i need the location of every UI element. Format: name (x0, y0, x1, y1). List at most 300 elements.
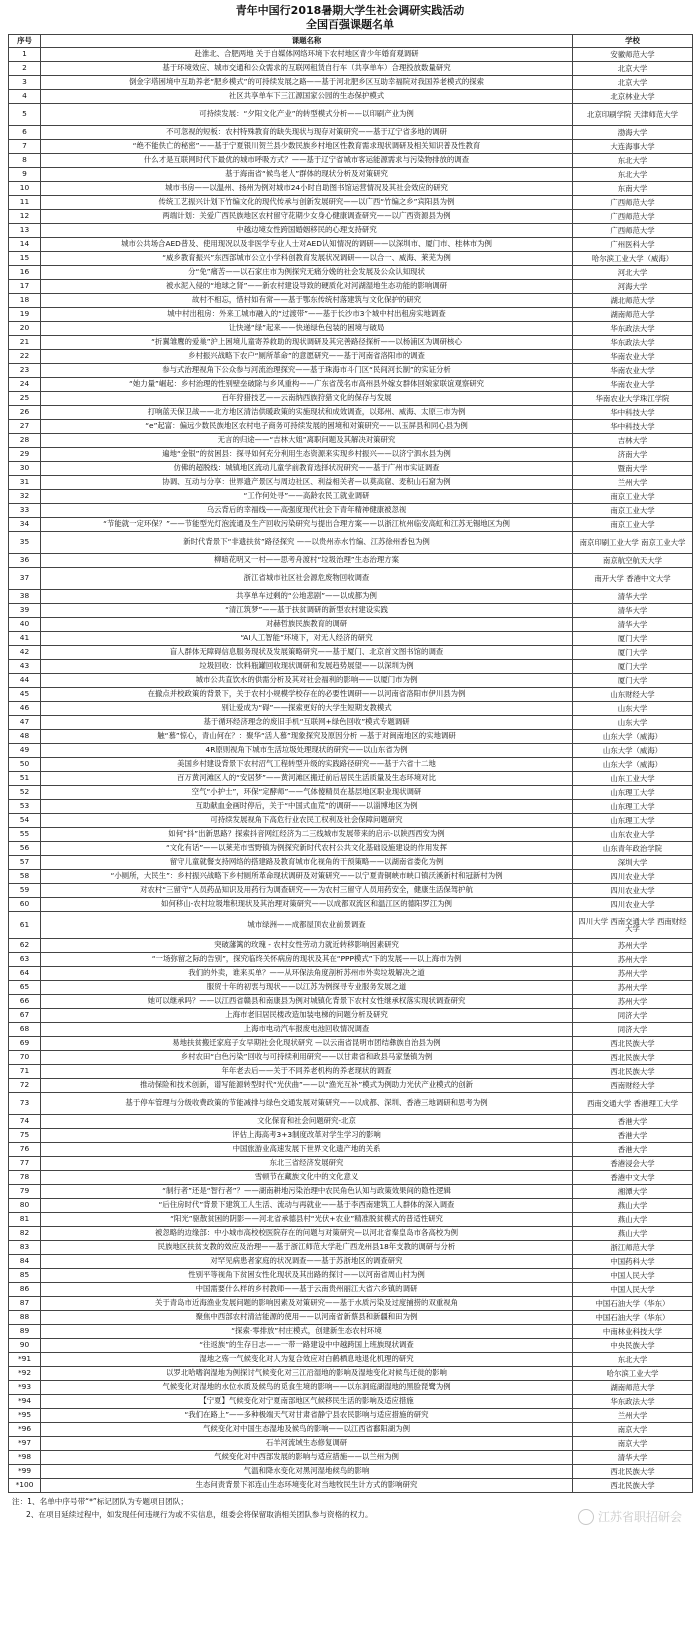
row-number: *91 (9, 1353, 41, 1367)
university: 华东政法大学 (573, 336, 693, 350)
table-row (9, 420, 693, 434)
row-number: 21 (9, 336, 41, 350)
column-header-no: 序号 (9, 35, 41, 48)
university: 苏州大学 (573, 967, 693, 981)
table-row (9, 730, 693, 744)
project-name: 可持续发展视角下高危行业农民工权利及社会保障问题研究 (41, 814, 573, 828)
row-number: 38 (9, 590, 41, 604)
row-number: 27 (9, 420, 41, 434)
university: 中南林业科技大学 (573, 1325, 693, 1339)
project-name: “节能就一定环保？”——节能型光灯泡流通及生产回收污染研究与提出合理方案——以浙江杭州临安高虹和江苏无锡地区为例 (41, 518, 573, 532)
university: 吉林大学 (573, 434, 693, 448)
table-row (9, 590, 693, 604)
university: 北京大学 (573, 62, 693, 76)
row-number: 64 (9, 967, 41, 981)
project-name: 乌云背后的幸福线——高强度现代社会下青年精神健康被忽视 (41, 504, 573, 518)
table-row (9, 476, 693, 490)
row-number: 3 (9, 76, 41, 90)
table-row (9, 406, 693, 420)
table-row (9, 716, 693, 730)
project-name: 以罗北哈嗜润湿地为例探讨气候变化对三江沿湿地的影响及湿地变化对候鸟迁徙的影响 (41, 1367, 573, 1381)
document-page (8, 0, 692, 1524)
row-number: 17 (9, 280, 41, 294)
project-name: 赴淮北、合肥两地 关于自媒体网络环境下农村地区青少年婚育观调研 (41, 48, 573, 62)
project-name: 气候变化对中国生态湿地及候鸟的影响——以江西省鄱阳湖为例 (41, 1423, 573, 1437)
university: 苏州大学 (573, 995, 693, 1009)
project-name: 【宁夏】气候变化对宁夏南部地区气候移民生活的影响及适应措施 (41, 1395, 573, 1409)
university: 北京大学 (573, 76, 693, 90)
university: 四川农业大学 (573, 870, 693, 884)
university: 南京大学 (573, 1437, 693, 1451)
project-name: 文化保育和社会问题研究-北京 (41, 1115, 573, 1129)
project-name: 推动保险和技术创新，谱写能源转型时代“光伏曲”——以“渔光互补”模式为例助力光伏产业模式的创新 (41, 1079, 573, 1093)
table-row (9, 434, 693, 448)
project-name: 如何“抖”出新思路？探索抖音网红经济为二三线城市发展带来的启示-以陕西西安为例 (41, 828, 573, 842)
university: 香港大学 (573, 1129, 693, 1143)
table-row (9, 800, 693, 814)
row-number: 34 (9, 518, 41, 532)
project-name: 突破藩篱的玫瑰 - 农村女性劳动力就近转移影响因素研究 (41, 939, 573, 953)
row-number: 72 (9, 1079, 41, 1093)
university: 湖南师范大学 (573, 1381, 693, 1395)
row-number: 48 (9, 730, 41, 744)
row-number: 56 (9, 842, 41, 856)
university: 东北大学 (573, 154, 693, 168)
table-body (9, 48, 693, 1493)
project-name: 基于停车管理与分级收费政策的节能减排与绿色交通发展对策研究——以成都、深圳、香港三地调研和思考为例 (41, 1093, 573, 1115)
university: 东北大学 (573, 1353, 693, 1367)
row-number: 61 (9, 912, 41, 939)
table-row (9, 1129, 693, 1143)
table-row (9, 1065, 693, 1079)
university: 广西师范大学 (573, 224, 693, 238)
project-name: 城市书房——以温州、扬州为例对城市24小时自助图书馆运营情况及其社会效应的研究 (41, 182, 573, 196)
table-row (9, 1093, 693, 1115)
project-name: 百年狩猎技艺——云南纳西族狩猎文化的保存与发展 (41, 392, 573, 406)
table-row (9, 1227, 693, 1241)
table-row (9, 462, 693, 476)
university: 燕山大学 (573, 1227, 693, 1241)
university: 清华大学 (573, 590, 693, 604)
project-name: 让快递“绿”起来——快递绿色包装的困境与破局 (41, 322, 573, 336)
university: 山东理工大学 (573, 814, 693, 828)
table-row (9, 646, 693, 660)
university: 山东工业大学 (573, 772, 693, 786)
row-number: 52 (9, 786, 41, 800)
row-number: *98 (9, 1451, 41, 1465)
university: 山东大学（威海） (573, 730, 693, 744)
row-number: 74 (9, 1115, 41, 1129)
project-name: 对罕见病患者家庭的状况调查——基于苏浙地区的调查研究 (41, 1255, 573, 1269)
university: 华东政法大学 (573, 1395, 693, 1409)
project-name: 性别平等视角下贫困女性化现状及其出路的探讨——以河南省周山村为例 (41, 1269, 573, 1283)
row-number: 29 (9, 448, 41, 462)
table-row (9, 870, 693, 884)
table-row (9, 1381, 693, 1395)
project-name: 美国乡村建设背景下农村沼气工程转型升级的实践路径研究——基于六省十二地 (41, 758, 573, 772)
project-name: 盲人群体无障碍信息服务现状及发展策略研究——基于厦门、北京首文图书馆的调查 (41, 646, 573, 660)
row-number: 84 (9, 1255, 41, 1269)
university: 厦门大学 (573, 674, 693, 688)
university: 山东财经大学 (573, 688, 693, 702)
university: 华东政法大学 (573, 322, 693, 336)
university: 山东农业大学 (573, 828, 693, 842)
university: 南京工业大学 (573, 490, 693, 504)
row-number: 65 (9, 981, 41, 995)
table-row (9, 48, 693, 62)
university: 华南农业大学 (573, 378, 693, 392)
row-number: *99 (9, 1465, 41, 1479)
university: 同济大学 (573, 1009, 693, 1023)
university: 河北大学 (573, 266, 693, 280)
project-name: 我们的外卖，谁来买单？——从环保法角度剖析苏州市外卖垃圾解决之道 (41, 967, 573, 981)
row-number: 62 (9, 939, 41, 953)
project-name: 留守儿童就餐支持网络的搭建路及教育城市化视角的干预策略——以湖南省娄化为例 (41, 856, 573, 870)
row-number: 80 (9, 1199, 41, 1213)
row-number: 49 (9, 744, 41, 758)
table-row (9, 604, 693, 618)
project-name: “e”起富：偏远少数民族地区农村电子商务可持续发展的困境和对策研究——以玉屏县和同心县为例 (41, 420, 573, 434)
table-row (9, 1051, 693, 1065)
row-number: 26 (9, 406, 41, 420)
university: 苏州大学 (573, 953, 693, 967)
university: 山东理工大学 (573, 786, 693, 800)
university: 西北民族大学 (573, 1465, 693, 1479)
row-number: 41 (9, 632, 41, 646)
university: 中国石油大学（华东） (573, 1297, 693, 1311)
project-name: 打响蓝天保卫战——北方地区清洁供暖政策的实施现状和成效调查，以郑州、威海、太原三市为例 (41, 406, 573, 420)
university: 山东大学（威海） (573, 744, 693, 758)
row-number: *97 (9, 1437, 41, 1451)
row-number: 82 (9, 1227, 41, 1241)
table-row (9, 266, 693, 280)
row-number: 77 (9, 1157, 41, 1171)
row-number: 71 (9, 1065, 41, 1079)
row-number: 39 (9, 604, 41, 618)
project-name: 上海市老旧居民楼改造加装电梯的问题分析及研究 (41, 1009, 573, 1023)
table-row (9, 674, 693, 688)
table-row (9, 702, 693, 716)
row-number: 35 (9, 532, 41, 554)
row-number: 22 (9, 350, 41, 364)
table-row (9, 1037, 693, 1051)
project-name: 垃圾回收：饮料瓶罐回收现状调研和发展趋势展望——以深圳为例 (41, 660, 573, 674)
row-number: 46 (9, 702, 41, 716)
project-name: 基于海南省“候鸟老人”群体的现状分析及对策研究 (41, 168, 573, 182)
project-name: “后住房时代”背景下建筑工人生活、流动与再就业——基于李西南建筑工人群体的深入调查 (41, 1199, 573, 1213)
project-name: 遍地“金银”的贫困县：探寻如何充分利用生态资源来实现乡村振兴——以济宁泗水县为例 (41, 448, 573, 462)
project-name: 别让爱成为“碍”——探索更好的大学生短期支教模式 (41, 702, 573, 716)
project-name: 雪顿节在藏族文化中的文化意义 (41, 1171, 573, 1185)
project-name: 什么才是互联网时代下最优的城市呼吸方式？——基于辽宁省城市客运能源需求与污染物排放的调查 (41, 154, 573, 168)
project-name: 4R原则视角下城市生活垃圾处理现状的研究——以山东省为例 (41, 744, 573, 758)
project-name: 故村不相忘，惜村如有常——基于鄂东传统村落建筑与文化保护的研究 (41, 294, 573, 308)
table-row (9, 1437, 693, 1451)
project-name: 对赫哲族民族教育的调研 (41, 618, 573, 632)
university: 渤海大学 (573, 126, 693, 140)
project-name: 聚焦中西部农村清洁能源的使用——以河南省新蔡县和新疆和田为例 (41, 1311, 573, 1325)
project-name: “阳光”驱散贫困的阴影——河北省承德县村“光伏+农业”精准脱贫模式的普适性研究 (41, 1213, 573, 1227)
project-name: 民族地区扶贫支教的效应及治理——基于浙江师范大学赴广西龙州县18年支教的调研与分析 (41, 1241, 573, 1255)
university: 厦门大学 (573, 660, 693, 674)
project-name: “AI人工智能”环境下，对无人经济的研究 (41, 632, 573, 646)
university: 南京印刷工业大学 南京工业大学 (573, 532, 693, 554)
project-name: 浙江省城市社区社会源危废物回收调查 (41, 568, 573, 590)
university: 山东青年政治学院 (573, 842, 693, 856)
row-number: 30 (9, 462, 41, 476)
row-number: 32 (9, 490, 41, 504)
project-name: “清江筑梦”——基于扶贫调研的新型农村建设实践 (41, 604, 573, 618)
university: 河海大学 (573, 280, 693, 294)
row-number: 58 (9, 870, 41, 884)
table-row (9, 939, 693, 953)
project-name: 可持续发展：“夕阳文化产业”的转型模式分析——以印刷产业为例 (41, 104, 573, 126)
table-row (9, 1451, 693, 1465)
university: 东南大学 (573, 182, 693, 196)
university: 广西师范大学 (573, 210, 693, 224)
university: 香港大学 (573, 1143, 693, 1157)
table-row (9, 884, 693, 898)
table-row (9, 392, 693, 406)
university: 西北民族大学 (573, 1065, 693, 1079)
university: 四川大学 西南交通大学 西南财经大学 (573, 912, 693, 939)
table-row (9, 786, 693, 800)
table-row (9, 1283, 693, 1297)
table-row (9, 350, 693, 364)
table-row (9, 1423, 693, 1437)
project-name: 上海市电动汽车报废电池回收情况调查 (41, 1023, 573, 1037)
university: 中央民族大学 (573, 1339, 693, 1353)
project-name: “绝不能佚亡的秘密”——基于宁夏银川贺兰县少数民族乡村地区性教育需求现状调研及相关知识普及性教育 (41, 140, 573, 154)
row-number: 67 (9, 1009, 41, 1023)
table-row (9, 1079, 693, 1093)
university: 北京印刷学院 天津师范大学 (573, 104, 693, 126)
university: 南京大学 (573, 1423, 693, 1437)
row-number: 19 (9, 308, 41, 322)
row-number: 53 (9, 800, 41, 814)
university: 燕山大学 (573, 1213, 693, 1227)
project-name: 关于青岛市近海渔业发展问题的影响因素及对策研究——基于水质污染及过度捕捞的双重视角 (41, 1297, 573, 1311)
table-row (9, 1009, 693, 1023)
project-name: “折翼雏鹰的爱巢”沪上困境儿童寄养救助的现状调研及其完善路径探析——以杨浦区为调研核心 (41, 336, 573, 350)
project-name: 易地扶贫搬迁家庭子女早期社会化现状研究 —以云南省昆明市团结彝族自治县为例 (41, 1037, 573, 1051)
row-number: 88 (9, 1311, 41, 1325)
row-number: 6 (9, 126, 41, 140)
row-number: 11 (9, 196, 41, 210)
row-number: 14 (9, 238, 41, 252)
project-name: “她力量”崛起：乡村治理的性别壁垒破除与乡风重构——广东省茂名市高州县外嫁女群体回娘家联谊观察研究 (41, 378, 573, 392)
row-number: *96 (9, 1423, 41, 1437)
row-number: 9 (9, 168, 41, 182)
university: 广州医科大学 (573, 238, 693, 252)
table-row (9, 688, 693, 702)
row-number: 78 (9, 1171, 41, 1185)
project-name: 协调、互动与分享：世界遗产景区与周边社区、利益相关者—以莫高窟、麦积山石窟为例 (41, 476, 573, 490)
note-line-2: 2、在项目延续过程中，如发现任何违规行为或不实信息，组委会将保留取消相关团队参与资格的权力。 (26, 1510, 373, 1519)
row-number: 7 (9, 140, 41, 154)
table-row (9, 126, 693, 140)
row-number: 89 (9, 1325, 41, 1339)
university: 苏州大学 (573, 981, 693, 995)
table-row (9, 140, 693, 154)
table-row (9, 1255, 693, 1269)
table-row (9, 618, 693, 632)
row-number: 2 (9, 62, 41, 76)
university: 深圳大学 (573, 856, 693, 870)
university: 华中科技大学 (573, 420, 693, 434)
table-row (9, 182, 693, 196)
university: 大连海事大学 (573, 140, 693, 154)
table-header-row (9, 35, 693, 48)
table-row (9, 196, 693, 210)
project-name: “小厕所，大民生”：乡村振兴战略下乡村厕所革命现状调研及对策研究——以宁夏青铜峡市峡口镇沃溪新村和冠新村为例 (41, 870, 573, 884)
project-name: 参与式治理视角下公众参与河流治理探究——基于珠海市斗门区“民间河长制”的实证分析 (41, 364, 573, 378)
project-name: 仿佛的超脱线：城镇地区流动儿童学前教育选择状况研究——基于广州市实证调查 (41, 462, 573, 476)
university: 西南财经大学 (573, 1079, 693, 1093)
row-number: 13 (9, 224, 41, 238)
project-name: 分“免”痛苦——以石家庄市为例探究无痛分娩的社会发展及公众认知现状 (41, 266, 573, 280)
project-name: 气候变化对湿地的水位水质及候鸟的觅食生境的影响——以东洞庭湖湿地的黑脸琵鹭为例 (41, 1381, 573, 1395)
row-number: 81 (9, 1213, 41, 1227)
row-number: 12 (9, 210, 41, 224)
table-row (9, 1171, 693, 1185)
row-number: 87 (9, 1297, 41, 1311)
table-row (9, 1199, 693, 1213)
university: 同济大学 (573, 1023, 693, 1037)
project-name: 中国旅游业高速发展下世界文化遗产地的关系 (41, 1143, 573, 1157)
table-row (9, 967, 693, 981)
row-number: 55 (9, 828, 41, 842)
university: 四川农业大学 (573, 898, 693, 912)
university: 香港中文大学 (573, 1171, 693, 1185)
row-number: *92 (9, 1367, 41, 1381)
row-number: 1 (9, 48, 41, 62)
project-name: 湿地之殇一气候变化对人为复合效应对白鹤栖息地退化机理的研究 (41, 1353, 573, 1367)
table-row (9, 1395, 693, 1409)
table-row (9, 1143, 693, 1157)
university: 苏州大学 (573, 939, 693, 953)
table-row (9, 62, 693, 76)
table-row (9, 1297, 693, 1311)
project-name: 城市公共直饮水的供需分析及其对社会福利的影响——以厦门市为例 (41, 674, 573, 688)
table-row (9, 280, 693, 294)
table-row (9, 1367, 693, 1381)
project-name: “文化有话”——以莱芜市雪野镇为例探究新时代农村公共文化基础设施建设的作用发挥 (41, 842, 573, 856)
project-name: 共享单车过剩的“公地悲剧”——以成都为例 (41, 590, 573, 604)
row-number: 75 (9, 1129, 41, 1143)
project-name: “威乡教育振兴”东西部城市公立小学科创教育发展状况调研——以合一、威海、莱芜为例 (41, 252, 573, 266)
project-name: 社区共享单车下三江源国家公园的生态保护模式 (41, 90, 573, 104)
university: 中国人民大学 (573, 1283, 693, 1297)
table-row (9, 1339, 693, 1353)
table-row (9, 1023, 693, 1037)
project-name: “往返族”的生存日志——一带一路建设中中越跨国上班族现状调查 (41, 1339, 573, 1353)
table-row (9, 1311, 693, 1325)
row-number: 59 (9, 884, 41, 898)
table-row (9, 378, 693, 392)
university: 中国人民大学 (573, 1269, 693, 1283)
university: 厦门大学 (573, 646, 693, 660)
university: 兰州大学 (573, 476, 693, 490)
project-name: “工作何处寻”——高龄农民工就业调研 (41, 490, 573, 504)
university: 山东理工大学 (573, 800, 693, 814)
row-number: 28 (9, 434, 41, 448)
university: 中国药科大学 (573, 1255, 693, 1269)
table-row (9, 1353, 693, 1367)
university: 清华大学 (573, 1451, 693, 1465)
row-number: 20 (9, 322, 41, 336)
table-row (9, 981, 693, 995)
row-number: 90 (9, 1339, 41, 1353)
row-number: 50 (9, 758, 41, 772)
table-row (9, 294, 693, 308)
table-row (9, 1115, 693, 1129)
university: 东北大学 (573, 168, 693, 182)
row-number: 76 (9, 1143, 41, 1157)
university: 哈尔滨工业大学（威海） (573, 252, 693, 266)
table-row (9, 1269, 693, 1283)
table-row (9, 660, 693, 674)
project-name: 百万黄河滩区人的“安居梦”——黄河滩区搬迁前后居民生活质量及生态环境对比 (41, 772, 573, 786)
row-number: 36 (9, 554, 41, 568)
university: 华中科技大学 (573, 406, 693, 420)
table-row (9, 76, 693, 90)
university: 南开大学 香港中文大学 (573, 568, 693, 590)
project-name: 不可忽视的短板：农村特殊教育的缺失现状与现存对策研究——基于辽宁省多地的调研 (41, 126, 573, 140)
table-row (9, 224, 693, 238)
table-row (9, 490, 693, 504)
university: 南京工业大学 (573, 504, 693, 518)
table-row (9, 238, 693, 252)
project-name: 乡村振兴战略下农户“厕所革命”的意愿研究——基于河南省洛阳市的调查 (41, 350, 573, 364)
university: 燕山大学 (573, 1199, 693, 1213)
table-row (9, 448, 693, 462)
project-name: 气温和降水变化对黑河湿地候鸟的影响 (41, 1465, 573, 1479)
project-name: 柳暗花明又一村——思考舟渡村“垃圾治理”生态治理方案 (41, 554, 573, 568)
project-name: 气候变化对中西部发展的影响与适应措施——以兰州为例 (41, 1451, 573, 1465)
row-number: 24 (9, 378, 41, 392)
project-name: 两端计划：关爱广西民族地区农村留守花期少女身心健康调查研究——以广西资源县为例 (41, 210, 573, 224)
table-row (9, 953, 693, 967)
document-title-line2: 全国百强课题名单 (306, 18, 394, 31)
project-name: 东北三省经济发展研究 (41, 1157, 573, 1171)
row-number: 86 (9, 1283, 41, 1297)
university: 清华大学 (573, 618, 693, 632)
table-row (9, 632, 693, 646)
table-row (9, 758, 693, 772)
project-name: 乡村农田“白色污染”回收与可持续利用研究——以甘肃省和政县马家堡镇为例 (41, 1051, 573, 1065)
table-row (9, 995, 693, 1009)
university: 哈尔滨工业大学 (573, 1367, 693, 1381)
row-number: 31 (9, 476, 41, 490)
row-number: 25 (9, 392, 41, 406)
university: 西北民族大学 (573, 1037, 693, 1051)
row-number: 18 (9, 294, 41, 308)
project-name: 年年老去后——关于不同养老机构的养老现状的调查 (41, 1065, 573, 1079)
project-name: 倒金字塔困境中互助养老“肥乡模式”的可持续发展之路——基于河北肥乡区互助幸福院对我国养老模式的探索 (41, 76, 573, 90)
university: 济南大学 (573, 448, 693, 462)
row-number: 69 (9, 1037, 41, 1051)
university: 山东大学 (573, 702, 693, 716)
row-number: 15 (9, 252, 41, 266)
watermark-text: 江苏省职招研会 (597, 1510, 682, 1524)
table-row (9, 518, 693, 532)
row-number: 66 (9, 995, 41, 1009)
table-row (9, 856, 693, 870)
table-row (9, 568, 693, 590)
university: 四川农业大学 (573, 884, 693, 898)
row-number: 47 (9, 716, 41, 730)
